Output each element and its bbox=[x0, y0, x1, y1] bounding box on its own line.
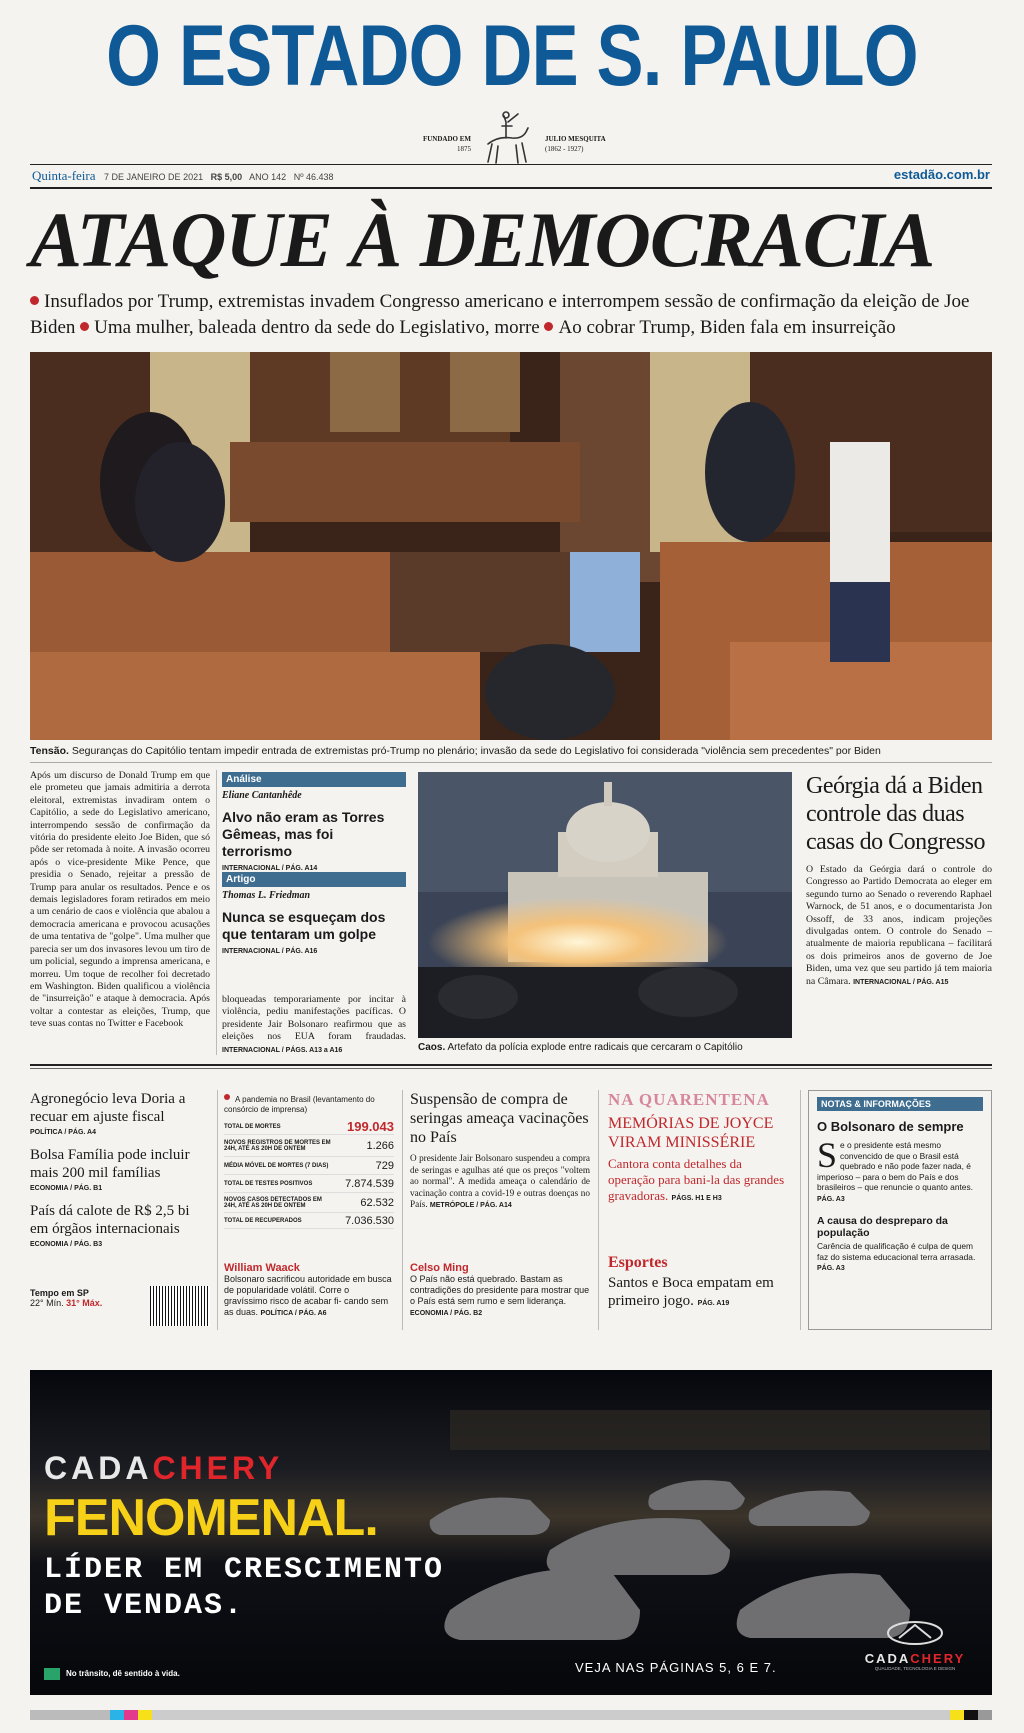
caption-label: Tensão. bbox=[30, 745, 69, 757]
chery-advertisement[interactable] bbox=[30, 1370, 992, 1695]
notes-title1[interactable]: O Bolsonaro de sempre bbox=[817, 1119, 964, 1134]
weather-min: 22° Mín. bbox=[30, 1298, 64, 1308]
logo-brand-b: CHERY bbox=[910, 1651, 966, 1666]
brief-item[interactable] bbox=[30, 1146, 210, 1192]
ad-line1: LÍDER EM CRESCIMENTO bbox=[44, 1553, 445, 1587]
main-story-col2-text: bloqueadas temporariamente por incitar à violência, pediu manifestações pacíficas. O presidente Jair Bolsonaro reafirmou que as eleições nos EUA foram fraudadas. bbox=[222, 994, 406, 1043]
stat-label: TOTAL DE RECUPERADOS bbox=[224, 1217, 302, 1224]
ad-pages: VEJA NAS PÁGINAS 5, 6 E 7. bbox=[575, 1660, 777, 1675]
ming-text: O País não está quebrado. Bastam as contradições do presidente para mostrar que o País está sem rumo e sem liderança. bbox=[410, 1274, 590, 1306]
brief-ref: ECONOMIA / PÁG. B3 bbox=[30, 1241, 103, 1248]
waack-ref: POLÍTICA / PÁG. A6 bbox=[260, 1310, 327, 1317]
syringes-text: O presidente Jair Bolsonaro suspendeu a compra de seringas e agulhas até que os preços "voltem ao normal". A medida ameaça o calendário de vacinação contra a covid-19 e outras doenças no País. bbox=[410, 1153, 590, 1209]
column-divider bbox=[598, 1090, 599, 1330]
column-divider bbox=[800, 1090, 801, 1330]
ad-tagline bbox=[44, 1552, 444, 1624]
article-tag: Artigo bbox=[222, 872, 406, 887]
article-author: Thomas L. Friedman bbox=[222, 890, 311, 901]
sports-ref: PÁG. A19 bbox=[697, 1300, 730, 1307]
brief-ref: POLÍTICA / PÁG. A4 bbox=[30, 1129, 96, 1136]
weather-box bbox=[30, 1288, 140, 1308]
brief-title: Agronegócio leva Doria a recuar em ajuste fiscal bbox=[30, 1091, 186, 1125]
ad-safety-text: No trânsito, dê sentido à vida. bbox=[66, 1669, 180, 1679]
capitol-photo bbox=[418, 772, 792, 1038]
syringes-story bbox=[410, 1090, 590, 1212]
top-rule bbox=[30, 164, 992, 165]
column-divider bbox=[217, 1090, 218, 1330]
waack-column bbox=[224, 1262, 394, 1319]
chery-emblem-icon bbox=[885, 1620, 945, 1646]
brief-title: Bolsa Família pode incluir mais 200 mil famílias bbox=[30, 1147, 190, 1181]
georgia-ref: INTERNACIONAL / PÁG. A15 bbox=[853, 978, 949, 986]
founded-year: 1875 bbox=[457, 145, 471, 153]
brief-ref: ECONOMIA / PÁG. B1 bbox=[30, 1185, 103, 1192]
stat-row bbox=[224, 1213, 394, 1229]
lead-headline: ATAQUE À DEMOCRACIA bbox=[30, 196, 935, 283]
traffic-icon bbox=[44, 1668, 60, 1680]
georgia-text: O Estado da Geórgia dará o controle do Congresso ao Partido Democrata ao eleger em segundo turno ao Senado o reverendo Raphael Warnock, de 51 anos, e o documentarista Jon Ossoff, de 33 anos, indicam projeções divulgadas ontem. O controle do Senado – atualmente de maioria republicana – facilitará os dois primeiros anos de governo de Joe Biden, uma vez que seu partido já tem maioria na Câmara. bbox=[806, 864, 992, 987]
founder-years: (1862 - 1927) bbox=[545, 145, 584, 153]
section-rule bbox=[30, 1064, 992, 1066]
pandemic-title-text: A pandemia no Brasil (levantamento do consórcio de imprensa) bbox=[224, 1095, 375, 1114]
logo-brand bbox=[850, 1651, 980, 1666]
notes-tag: NOTAS & INFORMAÇÕES bbox=[817, 1097, 983, 1111]
ad-brand bbox=[44, 1450, 283, 1487]
capitol-caption-label: Caos. bbox=[418, 1042, 446, 1053]
waack-text-wrap bbox=[224, 1274, 394, 1319]
sports-title[interactable]: Santos e Boca empatam em primeiro jogo. bbox=[608, 1275, 774, 1309]
lead-bullet-3: Ao cobrar Trump, Biden fala em insurreição bbox=[558, 317, 896, 338]
georgia-title[interactable]: Geórgia dá a Biden controle das duas casas do Congresso bbox=[806, 773, 985, 855]
ad-line2: DE VENDAS. bbox=[44, 1589, 245, 1623]
dateline-date: 7 DE JANEIRO DE 2021 bbox=[104, 172, 204, 182]
pandemic-title bbox=[224, 1094, 394, 1115]
weather-temps bbox=[30, 1298, 140, 1308]
ad-headline: FENOMENAL. bbox=[44, 1489, 378, 1547]
main-photo bbox=[30, 352, 992, 740]
brief-title: País dá calote de R$ 2,5 bi em órgãos internacionais bbox=[30, 1203, 190, 1237]
notes-title2[interactable]: A causa do despreparo da população bbox=[817, 1215, 948, 1239]
stat-value: 62.532 bbox=[360, 1196, 394, 1209]
stat-value: 7.036.530 bbox=[345, 1214, 394, 1227]
quarantine-text: Cantora conta detalhes da operação para bani-la das grandes gravadoras. bbox=[608, 1156, 785, 1203]
founder-block bbox=[545, 134, 635, 154]
main-story-col1: Após um discurso de Donald Trump em que ele prometeu que jamais admitiria a derrota eleitoral, extremistas invadiram ontem o Capitólio, a sede do Legislativo americano, interrompendo sessão de confirmação da vitória do presidente eleito Joe Biden, que só pôde ser retomada à noite. A invasão ocorreu após o vice-presidente Mike Pence, que presidia o Senado, rejeitar a pressão de Trump para anular os resultados. Pence e os demais legisladores foram retirados em meio a um cenário de caos e violência que abalou a democracia americana e provocou acusações de uma tentativa de "golpe". Uma mulher que parecia ser um dos invasores levou um tiro de um policial, segundo a imprensa americana, e morreu. Um toque de recolher foi decretado em Washington. Biden qualificou a violência de "insurreição" e ataque à democracia. Após voltar a contestar as eleições, Trump, que teve suas contas no Twitter e Facebook bbox=[30, 770, 210, 1030]
logo-tagline: QUALIDADE, TECNOLOGIA E DESIGN bbox=[874, 1666, 956, 1671]
sports-kicker: Esportes bbox=[608, 1254, 668, 1271]
pandemic-box bbox=[224, 1094, 394, 1229]
georgia-text-wrap bbox=[806, 864, 992, 989]
brief-item[interactable] bbox=[30, 1090, 210, 1136]
analysis-box bbox=[222, 772, 406, 872]
brief-item[interactable] bbox=[30, 1202, 210, 1248]
notes-text1: e o presidente está mesmo convencido de que o Brasil está quebrado e não pode fazer nada, é imperioso – para o bem do País e dos brasileiros – que renuncie o quanto antes. bbox=[817, 1140, 973, 1192]
horseman-logo bbox=[478, 108, 536, 168]
dateline-rule bbox=[30, 187, 992, 189]
stat-label: TOTAL DE TESTES POSITIVOS bbox=[224, 1180, 313, 1187]
quarantine-title[interactable]: MEMÓRIAS DE JOYCE VIRAM MINISSÉRIE bbox=[608, 1115, 774, 1151]
founded-label: FUNDADO EM bbox=[422, 135, 471, 143]
quarantine-kicker: NA QUARENTENA bbox=[608, 1090, 770, 1109]
lead-bullet-2: Uma mulher, baleada dentro da sede do Legislativo, morre bbox=[94, 317, 540, 338]
founder-name: JULIO MESQUITA bbox=[545, 135, 606, 143]
barcode bbox=[150, 1286, 210, 1326]
lead-subhead bbox=[30, 289, 1000, 341]
founded-block bbox=[395, 134, 471, 154]
stat-row bbox=[224, 1157, 394, 1175]
stat-row bbox=[224, 1135, 394, 1157]
notes-text2-wrap bbox=[817, 1241, 983, 1275]
print-color-bar bbox=[30, 1710, 992, 1720]
notes-text2: Carência de qualificação é culpa de quem faz do sistema educacional terra arrasada. bbox=[817, 1241, 976, 1262]
analysis-tag: Análise bbox=[222, 772, 406, 787]
notes-box bbox=[808, 1090, 992, 1330]
logo-brand-a: CADA bbox=[864, 1651, 911, 1666]
weather-label: Tempo em SP bbox=[30, 1288, 89, 1298]
stat-label: NOVOS REGISTROS DE MORTES EM 24H, ATÉ AS 20H DE ONTEM bbox=[224, 1139, 331, 1152]
analysis-ref: INTERNACIONAL / PÁG. A14 bbox=[222, 865, 318, 872]
stat-label: TOTAL DE MORTES bbox=[224, 1123, 281, 1130]
weather-max: 31° Máx. bbox=[66, 1298, 103, 1308]
ad-brand-b: CHERY bbox=[152, 1450, 284, 1486]
syringes-title[interactable]: Suspensão de compra de seringas ameaça vacinações no País bbox=[410, 1091, 589, 1146]
stat-label: NOVOS CASOS DETECTADOS EM 24H, ATÉ AS 20H DE ONTEM bbox=[224, 1196, 322, 1209]
stat-value: 7.874.539 bbox=[345, 1177, 394, 1190]
dateline-day: Quinta-feira bbox=[32, 168, 96, 183]
stat-value: 729 bbox=[375, 1159, 394, 1172]
main-story-col2 bbox=[222, 994, 406, 1057]
dateline bbox=[32, 168, 334, 184]
notes-ref1: PÁG. A3 bbox=[817, 1195, 845, 1203]
quarantine-ref: PÁGS. H1 E H3 bbox=[671, 1195, 722, 1202]
sports-text-wrap bbox=[608, 1274, 788, 1313]
stat-label: MÉDIA MÓVEL DE MORTES (7 DIAS) bbox=[224, 1162, 329, 1169]
section-rule-thin bbox=[30, 1068, 992, 1069]
article-title[interactable]: Nunca se esqueçam dos que tentaram um golpe bbox=[222, 909, 386, 942]
article-box bbox=[222, 872, 406, 955]
lead-bullet-1: Insuflados por Trump, extremistas invadem Congresso americano e interrompem sessão de confirmação da eleição de Joe Biden bbox=[30, 291, 970, 338]
chery-logo bbox=[850, 1620, 980, 1671]
quarantine-box bbox=[608, 1090, 788, 1207]
analysis-author: Eliane Cantanhêde bbox=[222, 790, 302, 801]
ad-safety bbox=[44, 1668, 180, 1680]
notes-ref2: PÁG. A3 bbox=[817, 1265, 845, 1272]
stat-value: 199.043 bbox=[347, 1119, 394, 1134]
analysis-title[interactable]: Alvo não eram as Torres Gêmeas, mas foi terrorismo bbox=[222, 809, 385, 859]
ming-name: Celso Ming bbox=[410, 1262, 469, 1274]
stat-row bbox=[224, 1193, 394, 1213]
stat-value: 1.266 bbox=[366, 1139, 394, 1152]
column-divider bbox=[402, 1090, 403, 1330]
syringes-text-wrap bbox=[410, 1153, 590, 1212]
dateline-price: R$ 5,00 bbox=[210, 172, 243, 182]
syringes-ref: METRÓPOLE / PÁG. A14 bbox=[429, 1202, 512, 1209]
waack-name: William Waack bbox=[224, 1262, 300, 1274]
masthead-title: O ESTADO DE S. PAULO bbox=[106, 8, 918, 104]
bullet-dot bbox=[80, 322, 89, 331]
capitol-caption bbox=[418, 1041, 792, 1054]
bullet-dot bbox=[30, 296, 39, 305]
stat-row bbox=[224, 1175, 394, 1193]
ad-brand-a: CADA bbox=[44, 1450, 153, 1486]
ming-column bbox=[410, 1262, 590, 1319]
bullet-dot bbox=[544, 322, 553, 331]
dateline-number: Nº 46.438 bbox=[293, 172, 334, 182]
caption-rule bbox=[30, 762, 992, 763]
website-link[interactable]: estadão.com.br bbox=[893, 167, 990, 182]
main-story-ref: INTERNACIONAL / PÁGS. A13 a A16 bbox=[222, 1046, 343, 1054]
sports-box bbox=[608, 1254, 788, 1313]
caption-text: Seguranças do Capitólio tentam impedir entrada de extremistas pró-Trump no plenário; invasão da sede do Legislativo foi considerada "violência sem precedentes" por Biden bbox=[71, 745, 881, 757]
georgia-story bbox=[806, 772, 992, 989]
dropcap: S bbox=[817, 1135, 838, 1175]
stat-row bbox=[224, 1119, 394, 1135]
main-photo-caption bbox=[30, 745, 992, 758]
dateline-year: ANO 142 bbox=[249, 172, 287, 182]
capitol-caption-text: Artefato da polícia explode entre radicais que cercaram o Capitólio bbox=[447, 1042, 743, 1053]
bullet-dot bbox=[224, 1094, 230, 1100]
waack-text: Bolsonaro sacrificou autoridade em busca de popularidade volátil. Corre o gravíssimo risco de acabar fi- cando sem as duas. bbox=[224, 1274, 392, 1317]
briefs-column bbox=[30, 1090, 210, 1248]
ming-ref: ECONOMIA / PÁG. B2 bbox=[410, 1310, 483, 1317]
ming-text-wrap bbox=[410, 1274, 590, 1319]
notes-text1-wrap bbox=[817, 1135, 983, 1205]
article-ref: INTERNACIONAL / PÁG. A16 bbox=[222, 948, 318, 955]
column-divider bbox=[216, 770, 217, 1055]
quarantine-text-wrap bbox=[608, 1156, 788, 1207]
